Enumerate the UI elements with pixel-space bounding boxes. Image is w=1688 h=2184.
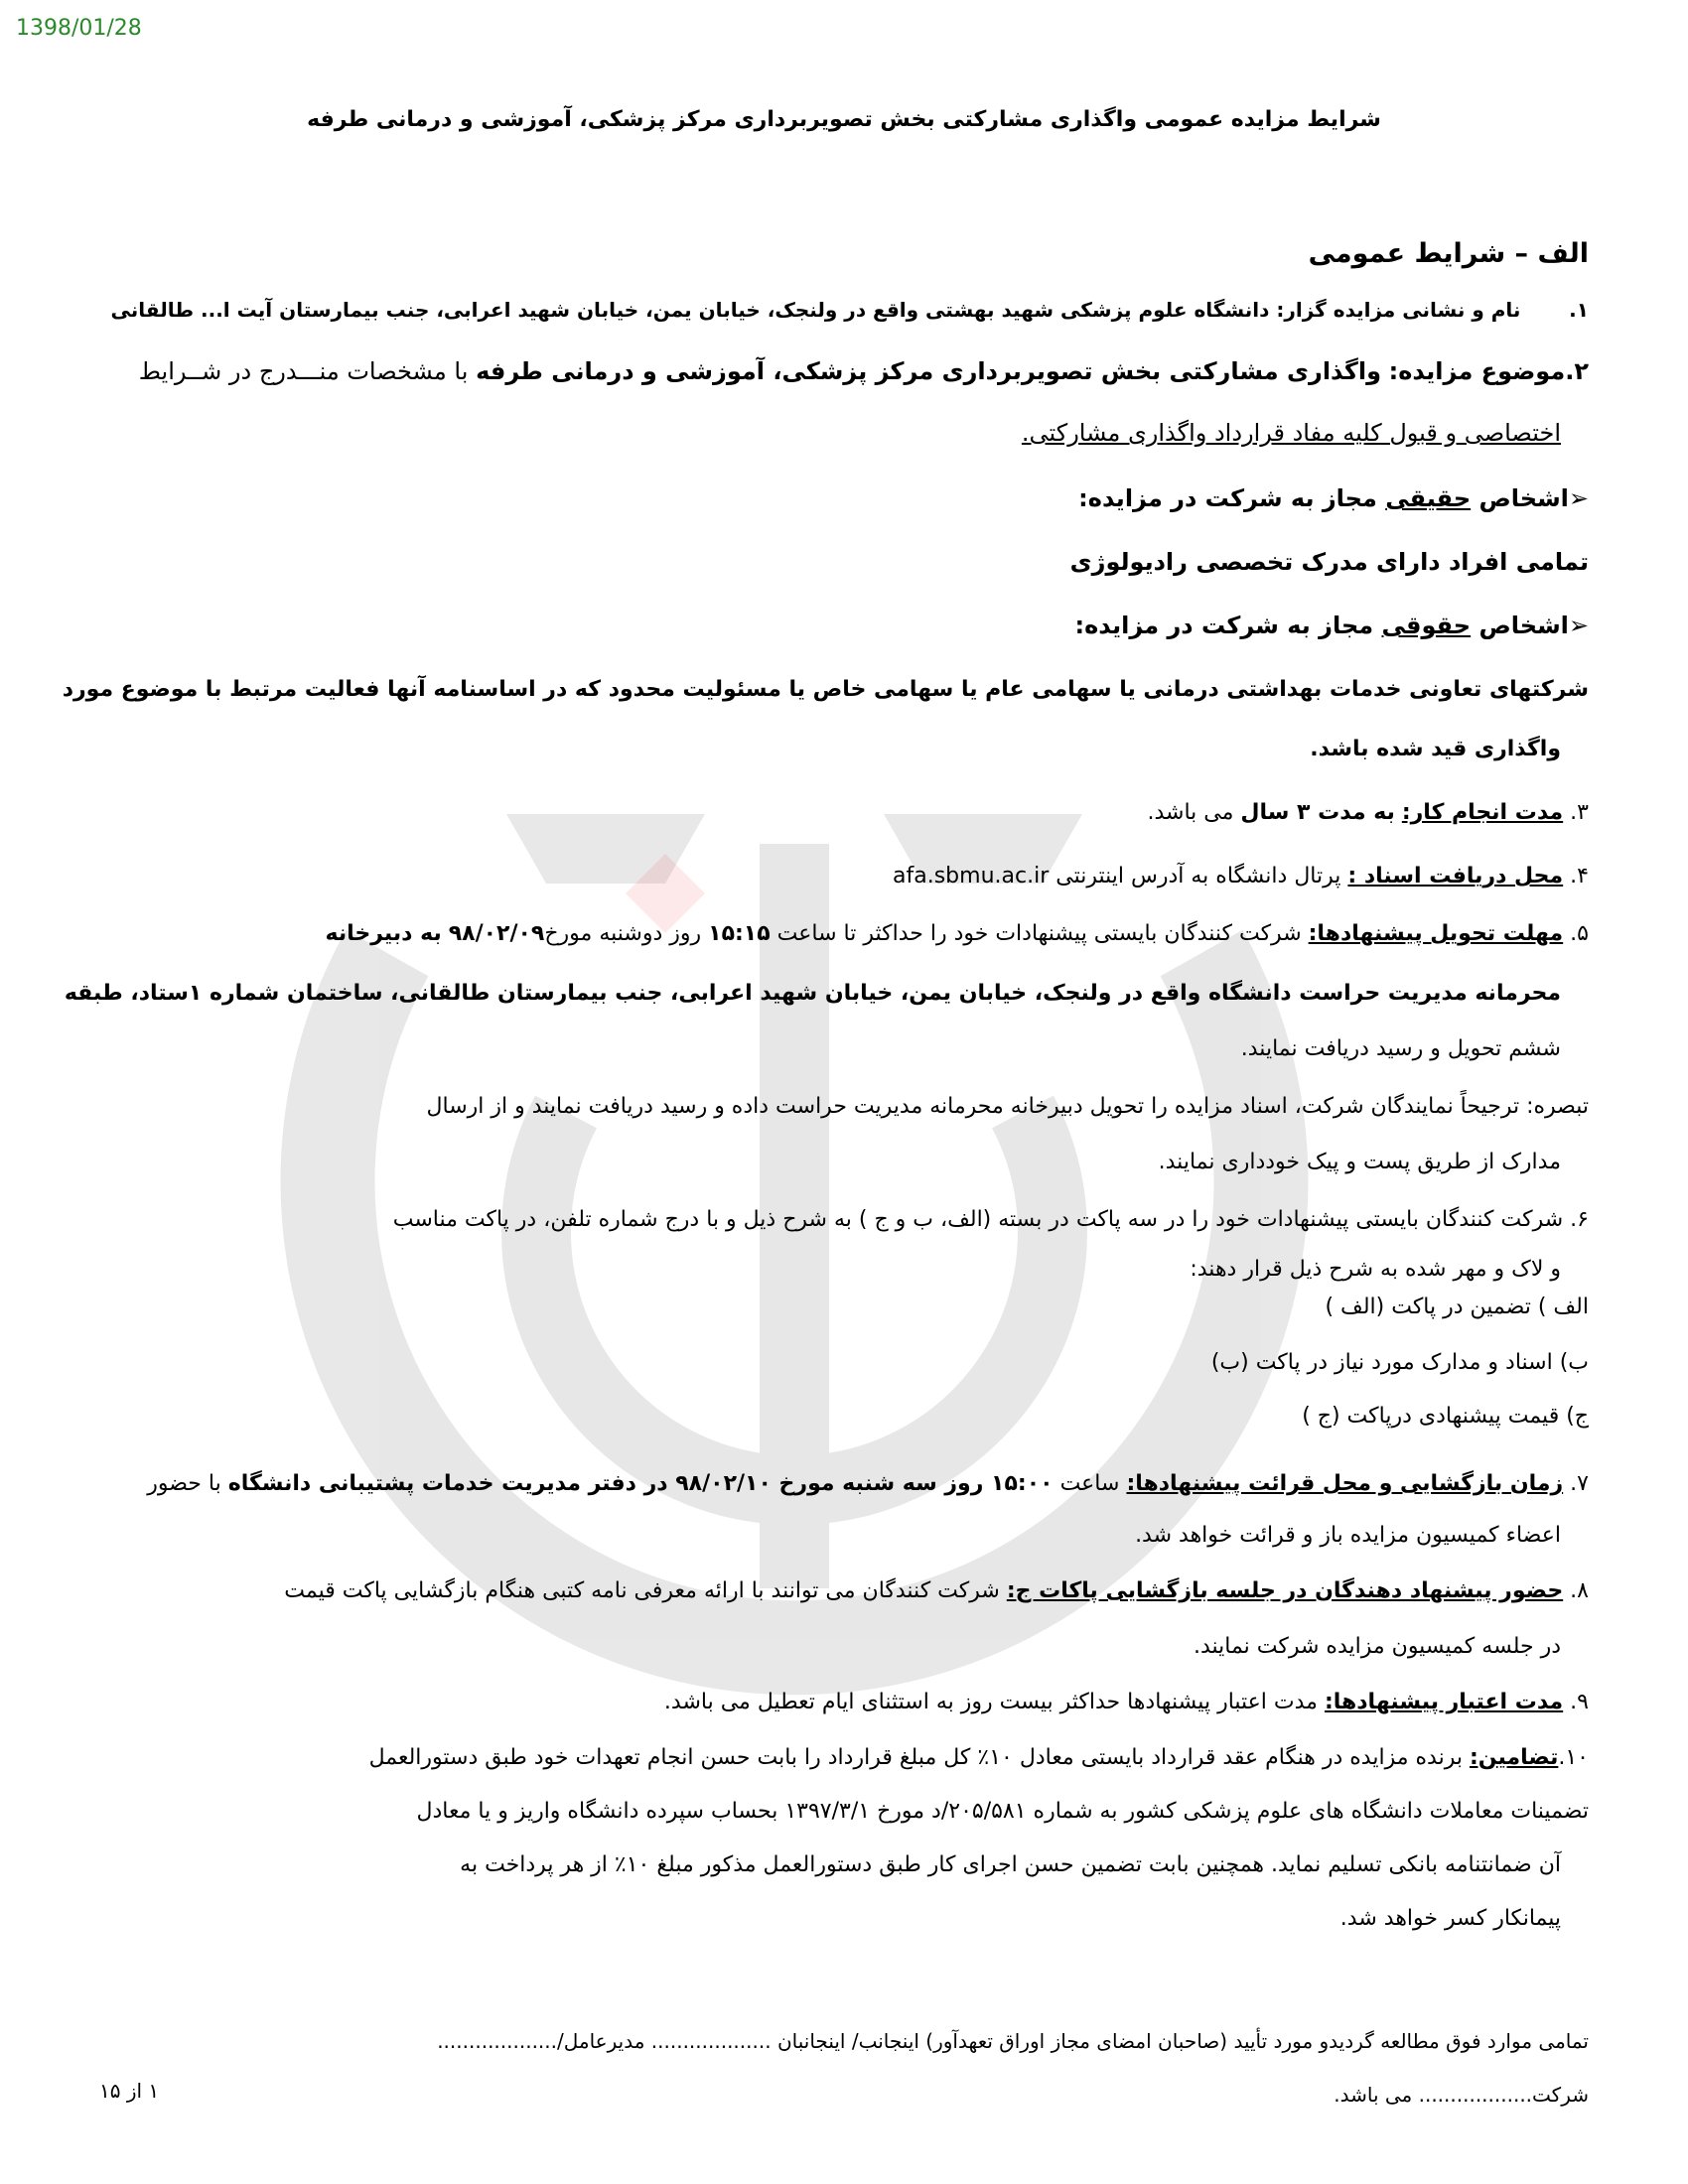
- item-7-label: زمان بازگشایی و محل قرائت پیشنهادها:: [1126, 1471, 1564, 1496]
- item-4-number: ۴.: [1570, 864, 1589, 888]
- item-5-text-1d: به دبیرخانه: [325, 921, 442, 946]
- item-7-text-1b: با حضور: [147, 1471, 221, 1496]
- item-9-number: ۹.: [1570, 1690, 1589, 1714]
- item-6-sub-c: ج) قیمت پیشنهادی درپاکت (ج ): [1302, 1404, 1589, 1429]
- item-10-text-4: پیمانکار کسر خواهد شد.: [1339, 1906, 1561, 1931]
- item-8-number: ۸.: [1570, 1578, 1589, 1603]
- item-2: [99, 357, 1589, 385]
- item-5-label: مهلت تحویل پیشنهادها:: [1308, 921, 1564, 946]
- item-10-text-2: تضمینات معاملات دانشگاه های علوم پزشکی کشور به شماره ۲۰۵/۵۸۱/د مورخ ۱۳۹۷/۳/۱ بحساب سپرده دانشگاه واریز و یا معادل: [416, 1799, 1589, 1824]
- item-2-line-2: [99, 419, 1561, 447]
- natural-persons-heading: [99, 484, 1589, 512]
- legal-persons-heading: [99, 612, 1589, 639]
- natural-persons-text: تمامی افراد دارای مدرک تخصصی رادیولوژی: [1069, 548, 1589, 576]
- item-4-label: محل دریافت اسناد :: [1347, 864, 1564, 888]
- legal-persons-label-post: مجاز به شرکت در مزایده:: [1074, 612, 1374, 639]
- item-9: [99, 1690, 1589, 1714]
- footer-company-line: شرکت.................. می باشد.: [1334, 2083, 1589, 2107]
- item-7-text-2: اعضاء کمیسیون مزایده باز و قرائت خواهد شد.: [1135, 1523, 1561, 1548]
- footer-certification: تمامی موارد فوق مطالعه گردیدو مورد تأیید (صاحبان امضای مجاز اوراق تعهدآور) اینجانب/ اینجانبان ................... مدیرعامل/...................: [437, 2029, 1589, 2053]
- item-5-text-1a: شرکت کنندگان بایستی پیشنهادات خود را حداکثر تا ساعت: [776, 921, 1302, 946]
- item-2-text-1: با مشخصات منـــدرج در شــرایط: [138, 357, 469, 385]
- item-8-text-2: در جلسه کمیسیون مزایده شرکت نمایند.: [1193, 1634, 1561, 1659]
- item-7: [99, 1471, 1589, 1496]
- item-5-text-3: ششم تحویل و رسید دریافت نمایند.: [1240, 1036, 1561, 1061]
- item-3-text: می باشد.: [1147, 800, 1234, 825]
- item-5-time: ۱۵:۱۵: [708, 921, 771, 946]
- item-10-text-3: آن ضمانتنامه بانکی تسلیم نماید. همچنین بابت تضمین حسن اجرای کار طبق دستورالعمل مذکور مبلغ ۱۰٪ از هر پرداخت به: [460, 1852, 1561, 1877]
- natural-persons-label-pre: ➢اشخاص: [1478, 484, 1589, 512]
- item-9-text: مدت اعتبار پیشنهادها حداکثر بیست روز به استثنای ایام تعطیل می باشد.: [663, 1690, 1318, 1714]
- item-6-text-1: شرکت کنندگان بایستی پیشنهادات خود را در سه پاکت در بسته (الف، ب و ج ) به شرح ذیل و با درج شماره تلفن، در پاکت مناسب: [392, 1207, 1564, 1232]
- legal-persons-text-1: شرکتهای تعاونی خدمات بهداشتی درمانی یا سهامی عام یا سهامی خاص یا مسئولیت محدود که در اساسنامه آنها فعالیت مرتبط با موضوع مورد: [62, 677, 1589, 702]
- item-7-text-1a: ساعت: [1059, 1471, 1120, 1496]
- natural-persons-label-post: مجاز به شرکت در مزایده:: [1078, 484, 1377, 512]
- item-2-label: موضوع مزایده:: [1388, 357, 1566, 385]
- item-6-sub-b: ب) اسناد و مدارک مورد نیاز در پاکت (ب): [1210, 1350, 1589, 1375]
- item-3-bold-text: به مدت ۳ سال: [1240, 800, 1395, 825]
- item-4: [99, 864, 1589, 888]
- legal-persons-label-underlined: حقوقی: [1381, 612, 1472, 639]
- natural-persons-label-underlined: حقیقی: [1385, 484, 1472, 512]
- item-5-number: ۵.: [1570, 921, 1589, 946]
- legal-persons-label-pre: ➢اشخاص: [1478, 612, 1589, 639]
- item-9-label: مدت اعتبار پیشنهادها:: [1324, 1690, 1564, 1714]
- item-1-text: نام و نشانی مزایده گزار: دانشگاه علوم پزشکی شهید بهشتی واقع در ولنجک، خیابان یمن، خیابان شهید اعرابی، جنب بیمارستان آیت ا... طالقانی: [110, 298, 1521, 322]
- item-2-text-2: اختصاصی و قبول کلیه مفاد قرارداد واگذاری مشارکتی.: [1021, 419, 1561, 447]
- item-6-number: ۶.: [1570, 1207, 1589, 1232]
- item-5-text-1b: روز دوشنبه: [599, 921, 702, 946]
- note-text-1: تبصره: ترجیحاً نمایندگان شرکت، اسناد مزایده را تحویل دبیرخانه محرمانه مدیریت حراست داده و رسید دریافت نمایند و از ارسال: [426, 1094, 1589, 1119]
- item-1-number: ۱.: [1569, 298, 1589, 322]
- note-text-2: مدارک از طریق پست و پیک خودداری نمایند.: [1158, 1150, 1561, 1174]
- section-heading-general-conditions: الف – شرایط عمومی: [1308, 238, 1589, 269]
- item-5: [99, 921, 1589, 946]
- item-4-url: afa.sbmu.ac.ir: [893, 864, 1050, 888]
- item-3-label: مدت انجام کار:: [1401, 800, 1564, 825]
- item-6-sub-a: الف ) تضمین در پاکت (الف ): [1325, 1295, 1589, 1319]
- item-6: [99, 1207, 1589, 1232]
- item-8-text-1: شرکت کنندگان می توانند با ارائه معرفی نامه کتبی هنگام بازگشایی پاکت قیمت: [284, 1578, 1000, 1603]
- item-10-number: ۱۰.: [1558, 1745, 1589, 1770]
- item-7-bold-1: ۱۵:۰۰ روز سه شنبه مورخ ۹۸/۰۲/۱۰ در دفتر مدیریت خدمات پشتیبانی دانشگاه: [227, 1471, 1054, 1496]
- item-5-date: ۹۸/۰۲/۰۹: [448, 921, 545, 946]
- item-5-text-2: محرمانه مدیریت حراست دانشگاه واقع در ولنجک، خیابان یمن، خیابان شهید اعرابی، جنب بیمارستان طالقانی، ساختمان شماره ۱ستاد، طبقه: [64, 981, 1561, 1006]
- item-8: [99, 1578, 1589, 1603]
- item-10: [99, 1745, 1589, 1770]
- legal-persons-text-2: واگذاری قید شده باشد.: [1310, 737, 1561, 761]
- item-2-number: ۲.: [1565, 357, 1589, 385]
- item-7-number: ۷.: [1570, 1471, 1589, 1496]
- item-1: [99, 298, 1589, 322]
- date-stamp: 1398/01/28: [16, 16, 142, 41]
- item-6-text-2: و لاک و مهر شده به شرح ذیل قرار دهند:: [1190, 1257, 1561, 1282]
- item-10-label: تضامین:: [1469, 1745, 1559, 1770]
- page-title: شرایط مزایده عمومی واگذاری مشارکتی بخش تصویربرداری مرکز پزشکی، آموزشی و درمانی طرفه: [307, 107, 1381, 132]
- page-number: ۱ از ۱۵: [99, 2079, 160, 2103]
- item-10-text-1: برنده مزایده در هنگام عقد قرارداد بایستی معادل ۱۰٪ کل مبلغ قرارداد را بابت حسن انجام تعهدات خود طبق دستورالعمل: [368, 1745, 1463, 1770]
- item-3: [99, 800, 1589, 825]
- item-8-label: حضور پیشنهاد دهندگان در جلسه بازگشایی پاکات ج:: [1006, 1578, 1564, 1603]
- item-3-number: ۳.: [1570, 800, 1589, 825]
- item-4-text: پرتال دانشگاه به آدرس اینترنتی: [1055, 864, 1341, 888]
- item-5-text-1c: مورخ: [544, 921, 593, 946]
- item-2-bold-text: واگذاری مشارکتی بخش تصویربرداری مرکز پزشکی، آموزشی و درمانی طرفه: [476, 357, 1382, 385]
